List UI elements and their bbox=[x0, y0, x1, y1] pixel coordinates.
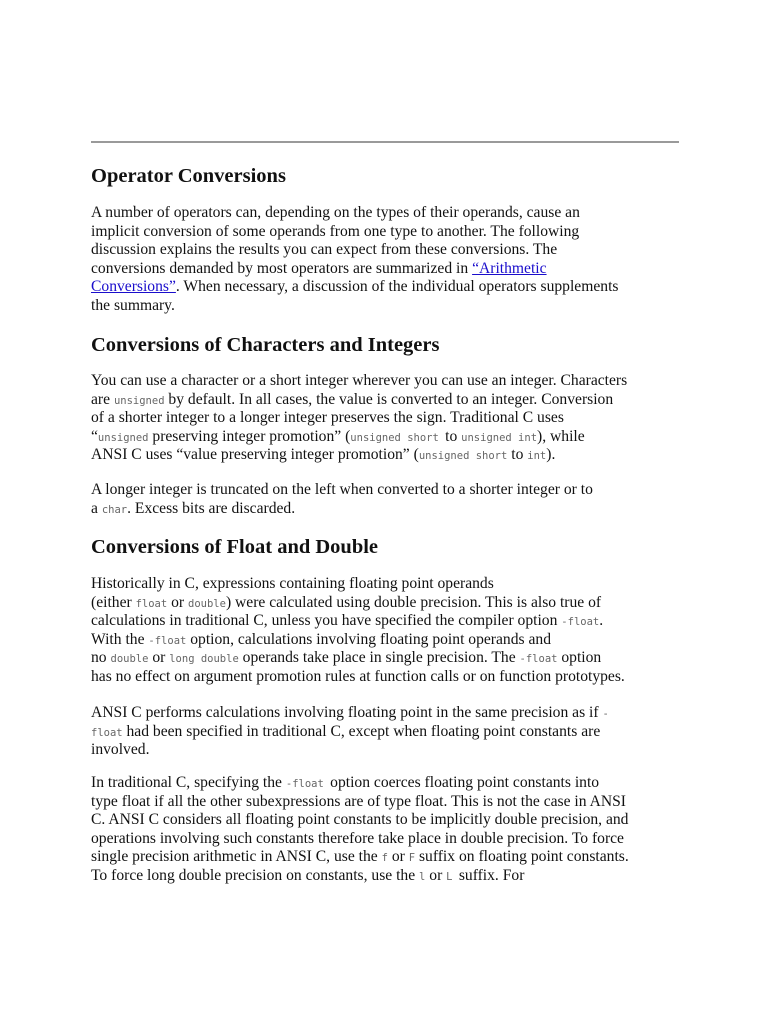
text-line bbox=[91, 223, 691, 242]
text-segment: . When necessary, a discussion of the individual operators supplements bbox=[175, 278, 619, 296]
text-line bbox=[91, 867, 691, 886]
paragraph-intro bbox=[91, 204, 691, 316]
arithmetic-conversions-link[interactable]: “Arithmetic bbox=[472, 259, 547, 277]
text-line bbox=[91, 446, 691, 465]
text-line bbox=[91, 481, 691, 500]
code-text: int bbox=[527, 450, 547, 463]
heading-characters-integers: Conversions of Characters and Integers bbox=[91, 334, 440, 356]
code-text: F bbox=[408, 852, 416, 865]
text-segment: by default. In all cases, the value is converted to an integer. Conversion bbox=[164, 390, 614, 408]
text-segment: option, calculations involving floating point operands and bbox=[186, 630, 551, 648]
text-line bbox=[91, 372, 691, 391]
code-text: double bbox=[110, 653, 149, 666]
code-text: -float bbox=[148, 634, 187, 647]
text-line bbox=[91, 409, 691, 428]
heading-float-double: Conversions of Float and Double bbox=[91, 536, 379, 558]
text-line bbox=[91, 631, 691, 650]
paragraph-truncation bbox=[91, 481, 691, 518]
text-line bbox=[91, 500, 691, 519]
code-text: float bbox=[91, 726, 123, 739]
text-line bbox=[91, 723, 691, 742]
text-segment: . Excess bits are discarded. bbox=[127, 499, 296, 517]
text-segment: to bbox=[445, 427, 462, 445]
text-segment: option bbox=[557, 649, 602, 667]
text-segment: or bbox=[167, 593, 188, 611]
paragraph-ansi bbox=[91, 704, 691, 760]
paragraph-traditional bbox=[91, 774, 691, 886]
text-segment: has no effect on argument promotion rules at function calls or on function prototypes. bbox=[91, 667, 625, 685]
text-line bbox=[91, 811, 691, 830]
text-segment: preserving integer promotion” ( bbox=[148, 427, 351, 445]
code-text: l bbox=[419, 870, 426, 883]
code-text: long double bbox=[169, 653, 239, 666]
text-segment: suffix on floating point constants. bbox=[415, 848, 629, 866]
text-segment: a bbox=[91, 499, 102, 517]
horizontal-rule bbox=[91, 141, 679, 143]
text-segment: had been specified in traditional C, except when floating point constants are bbox=[122, 722, 601, 740]
code-text: -float bbox=[561, 616, 600, 629]
text-segment: . bbox=[599, 612, 604, 630]
text-line bbox=[91, 204, 691, 223]
text-line bbox=[91, 848, 691, 867]
text-line bbox=[91, 830, 691, 849]
text-segment: operations involving such constants therefore take place in double precision. To force bbox=[91, 829, 624, 847]
text-segment: “ bbox=[91, 427, 98, 445]
paragraph-characters bbox=[91, 372, 691, 465]
code-text: -float bbox=[519, 653, 558, 666]
text-segment: involved. bbox=[91, 741, 150, 759]
text-segment: or bbox=[387, 848, 409, 866]
code-text: unsigned short bbox=[418, 450, 508, 463]
text-segment: C. ANSI C considers all floating point constants to be implicitly double precision, and bbox=[91, 811, 629, 829]
code-text: - bbox=[602, 708, 609, 720]
text-segment: implicit conversion of some operands from one type to another. The following bbox=[91, 222, 580, 240]
paragraph-historical bbox=[91, 575, 691, 687]
code-text: -float bbox=[285, 778, 331, 790]
text-segment: conversions demanded by most operators are summarized in bbox=[91, 259, 473, 277]
text-line bbox=[91, 260, 691, 279]
text-segment: discussion explains the results you can expect from these conversions. The bbox=[91, 241, 558, 259]
code-text: unsigned int bbox=[461, 431, 538, 444]
text-line bbox=[91, 668, 691, 687]
arithmetic-conversions-link[interactable]: Conversions” bbox=[91, 278, 176, 296]
code-text: L bbox=[446, 870, 459, 883]
text-segment: single precision arithmetic in ANSI C, use the bbox=[91, 848, 382, 866]
text-segment: ) were calculated using double precision. This is also true of bbox=[225, 593, 602, 611]
text-line bbox=[91, 391, 691, 410]
text-line bbox=[91, 297, 691, 316]
heading-operator-conversions: Operator Conversions bbox=[91, 165, 286, 187]
text-segment: Historically in C, expressions containing floating point operands bbox=[91, 575, 494, 592]
text-segment: are bbox=[91, 390, 114, 408]
text-line bbox=[91, 793, 691, 812]
text-line bbox=[91, 704, 691, 723]
text-line bbox=[91, 612, 691, 631]
text-segment: ). bbox=[546, 446, 556, 464]
text-line bbox=[91, 241, 691, 260]
text-segment: (either bbox=[91, 593, 136, 611]
code-text: unsigned short bbox=[350, 431, 446, 444]
text-segment: the summary. bbox=[91, 296, 175, 314]
text-segment: no bbox=[91, 649, 111, 667]
code-text: unsigned bbox=[97, 431, 149, 444]
text-line bbox=[91, 649, 691, 668]
code-text: f bbox=[381, 852, 388, 865]
text-segment: To force long double precision on constants, use the bbox=[91, 866, 420, 884]
text-segment: to bbox=[507, 446, 528, 464]
text-segment: ANSI C performs calculations involving floating point in the same precision as if bbox=[91, 704, 603, 721]
text-line bbox=[91, 278, 691, 297]
code-text: char bbox=[101, 503, 128, 516]
text-line bbox=[91, 594, 691, 613]
text-segment: option coerces floating point constants into bbox=[330, 774, 600, 791]
text-line bbox=[91, 428, 691, 447]
text-segment: operands take place in single precision. The bbox=[238, 649, 520, 667]
text-segment: calculations in traditional C, unless you have specified the compiler option bbox=[91, 612, 562, 630]
code-text: double bbox=[188, 597, 226, 610]
code-text: float bbox=[135, 597, 168, 610]
text-segment: or bbox=[425, 866, 447, 884]
text-line bbox=[91, 575, 691, 594]
text-segment: With the bbox=[91, 630, 149, 648]
text-segment: In traditional C, specifying the bbox=[91, 774, 286, 791]
text-segment: type float if all the other subexpressions are of type float. This is not the case in ANSI bbox=[91, 792, 626, 810]
text-segment: A number of operators can, depending on the types of their operands, cause an bbox=[91, 204, 580, 221]
text-segment: suffix. For bbox=[458, 866, 525, 884]
text-segment: of a shorter integer to a longer integer preserves the sign. Traditional C uses bbox=[91, 409, 564, 427]
text-segment: ANSI C uses “value preserving integer promotion” ( bbox=[91, 446, 419, 464]
text-segment: or bbox=[148, 649, 170, 667]
text-segment: ), while bbox=[537, 427, 585, 445]
text-line bbox=[91, 774, 691, 793]
text-segment: You can use a character or a short integer wherever you can use an integer. Characters bbox=[91, 372, 628, 389]
text-line bbox=[91, 741, 691, 760]
text-segment: A longer integer is truncated on the left when converted to a shorter integer or to bbox=[91, 481, 593, 498]
code-text: unsigned bbox=[113, 394, 165, 407]
